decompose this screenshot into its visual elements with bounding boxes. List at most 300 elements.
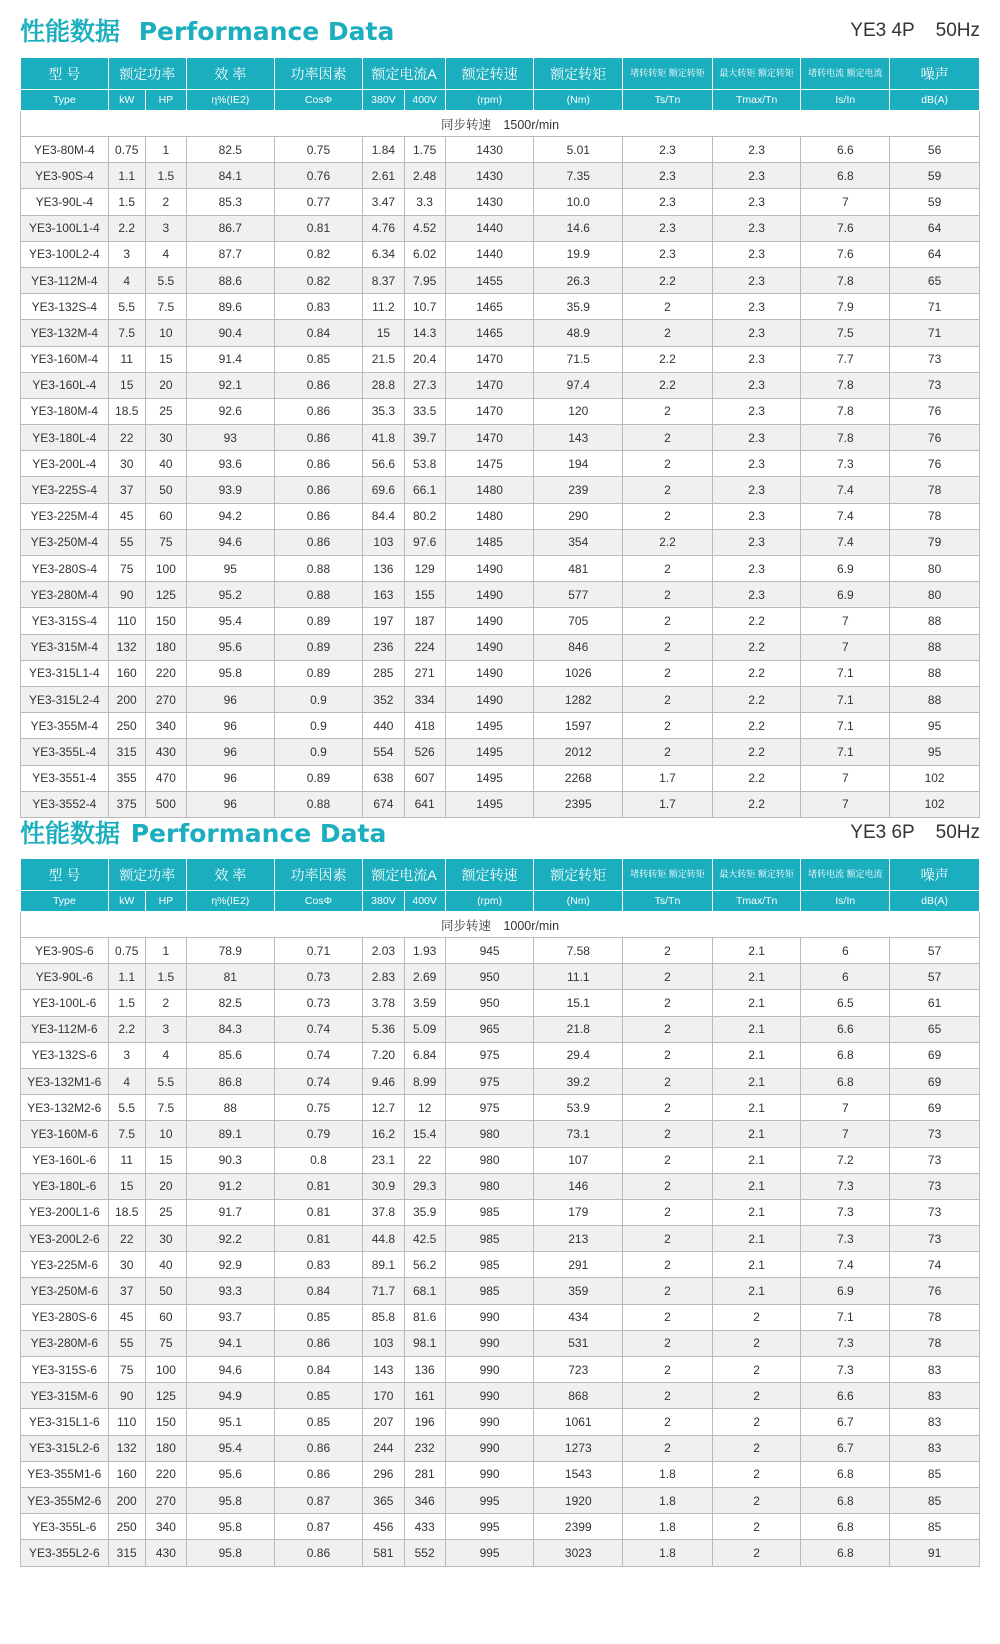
cell-power-factor: 0.81 <box>274 215 363 241</box>
cell-kw: 55 <box>108 1330 145 1356</box>
cell-is-in: 7 <box>801 1095 890 1121</box>
cell-hp: 3 <box>145 215 186 241</box>
cell-hp: 150 <box>145 608 186 634</box>
cell-current-380v: 103 <box>363 529 404 555</box>
header-noise-cn: 噪声 <box>890 58 980 90</box>
cell-ts-tn: 2 <box>623 1068 713 1094</box>
cell-efficiency: 82.5 <box>186 990 274 1016</box>
header-efficiency-cn: 效 率 <box>186 58 274 90</box>
cell-tmax-tn: 2.1 <box>712 1278 801 1304</box>
cell-is-in: 7.6 <box>801 215 890 241</box>
header-current-cn: 额定电流A <box>363 58 445 90</box>
cell-noise: 57 <box>890 938 980 964</box>
cell-noise: 79 <box>890 529 980 555</box>
cell-noise: 85 <box>890 1514 980 1540</box>
header-kw: kW <box>108 891 145 912</box>
cell-noise: 71 <box>890 294 980 320</box>
cell-kw: 18.5 <box>108 398 145 424</box>
cell-power-factor: 0.73 <box>274 964 363 990</box>
table-row <box>21 1095 980 1121</box>
cell-speed: 950 <box>445 990 534 1016</box>
cell-power-factor: 0.86 <box>274 1435 363 1461</box>
cell-noise: 80 <box>890 582 980 608</box>
cell-torque: 434 <box>534 1304 623 1330</box>
cell-efficiency: 94.6 <box>186 529 274 555</box>
cell-kw: 315 <box>108 739 145 765</box>
cell-ts-tn: 1.7 <box>623 791 713 817</box>
cell-kw: 15 <box>108 372 145 398</box>
cell-noise: 78 <box>890 1330 980 1356</box>
cell-efficiency: 92.6 <box>186 398 274 424</box>
cell-ts-tn: 2 <box>623 634 713 660</box>
cell-ts-tn: 1.7 <box>623 765 713 791</box>
cell-tmax-tn: 2.3 <box>712 529 801 555</box>
cell-torque: 1061 <box>534 1409 623 1435</box>
cell-noise: 69 <box>890 1068 980 1094</box>
cell-torque: 1273 <box>534 1435 623 1461</box>
cell-kw: 18.5 <box>108 1199 145 1225</box>
cell-current-380v: 7.20 <box>363 1042 404 1068</box>
cell-hp: 7.5 <box>145 1095 186 1121</box>
cell-tmax-tn: 2.3 <box>712 372 801 398</box>
cell-torque: 723 <box>534 1357 623 1383</box>
sync-speed: 同步转速 1500r/min <box>21 111 980 137</box>
cell-noise: 73 <box>890 1121 980 1147</box>
cell-speed: 1490 <box>445 660 534 686</box>
cell-type: YE3-3552-4 <box>21 791 109 817</box>
cell-noise: 83 <box>890 1409 980 1435</box>
cell-speed: 995 <box>445 1540 534 1566</box>
header-ts-tn: Ts/Tn <box>623 891 713 912</box>
cell-type: YE3-100L1-4 <box>21 215 109 241</box>
cell-current-380v: 12.7 <box>363 1095 404 1121</box>
table-row <box>21 990 980 1016</box>
cell-tmax-tn: 2.3 <box>712 137 801 163</box>
table-row <box>21 1147 980 1173</box>
cell-kw: 11 <box>108 1147 145 1173</box>
cell-efficiency: 86.7 <box>186 215 274 241</box>
cell-noise: 95 <box>890 739 980 765</box>
cell-is-in: 7.4 <box>801 477 890 503</box>
cell-is-in: 6.9 <box>801 582 890 608</box>
cell-is-in: 7.1 <box>801 739 890 765</box>
cell-speed: 1440 <box>445 241 534 267</box>
cell-ts-tn: 2 <box>623 1121 713 1147</box>
cell-speed: 1455 <box>445 267 534 293</box>
header-row-en <box>21 90 980 111</box>
cell-is-in: 7 <box>801 189 890 215</box>
cell-hp: 270 <box>145 686 186 712</box>
cell-power-factor: 0.89 <box>274 660 363 686</box>
cell-speed: 1480 <box>445 477 534 503</box>
cell-torque: 1597 <box>534 713 623 739</box>
cell-efficiency: 96 <box>186 739 274 765</box>
cell-noise: 102 <box>890 765 980 791</box>
section-2-series: YE3 6P <box>850 822 915 843</box>
cell-type: YE3-315L2-4 <box>21 686 109 712</box>
cell-ts-tn: 2 <box>623 686 713 712</box>
cell-tmax-tn: 2.3 <box>712 241 801 267</box>
table-row <box>21 1199 980 1225</box>
cell-hp: 30 <box>145 1226 186 1252</box>
cell-tmax-tn: 2.3 <box>712 425 801 451</box>
cell-torque: 10.0 <box>534 189 623 215</box>
cell-current-380v: 456 <box>363 1514 404 1540</box>
header-rpm: (rpm) <box>445 891 534 912</box>
section-1-title-cn: 性能数据 <box>20 17 121 46</box>
cell-efficiency: 91.4 <box>186 346 274 372</box>
cell-power-factor: 0.8 <box>274 1147 363 1173</box>
section-1-title-row <box>0 10 1000 50</box>
cell-current-400v: 1.75 <box>404 137 445 163</box>
cell-power-factor: 0.86 <box>274 425 363 451</box>
cell-tmax-tn: 2.2 <box>712 608 801 634</box>
cell-type: YE3-132M1-6 <box>21 1068 109 1094</box>
cell-speed: 985 <box>445 1226 534 1252</box>
cell-is-in: 7.3 <box>801 1173 890 1199</box>
header-power-cn: 额定功率 <box>108 859 186 891</box>
cell-torque: 2399 <box>534 1514 623 1540</box>
cell-current-400v: 2.69 <box>404 964 445 990</box>
cell-efficiency: 90.3 <box>186 1147 274 1173</box>
cell-noise: 64 <box>890 215 980 241</box>
cell-torque: 53.9 <box>534 1095 623 1121</box>
cell-kw: 110 <box>108 608 145 634</box>
cell-efficiency: 95.8 <box>186 660 274 686</box>
cell-current-400v: 14.3 <box>404 320 445 346</box>
section-1-title <box>20 12 394 48</box>
cell-current-380v: 44.8 <box>363 1226 404 1252</box>
cell-noise: 61 <box>890 990 980 1016</box>
cell-tmax-tn: 2.1 <box>712 1147 801 1173</box>
cell-torque: 213 <box>534 1226 623 1252</box>
cell-speed: 1490 <box>445 634 534 660</box>
cell-efficiency: 93.9 <box>186 477 274 503</box>
cell-noise: 76 <box>890 1278 980 1304</box>
cell-type: YE3-90L-6 <box>21 964 109 990</box>
cell-hp: 4 <box>145 241 186 267</box>
cell-efficiency: 95.8 <box>186 1540 274 1566</box>
cell-efficiency: 89.6 <box>186 294 274 320</box>
cell-noise: 57 <box>890 964 980 990</box>
table-row <box>21 294 980 320</box>
cell-power-factor: 0.84 <box>274 1357 363 1383</box>
cell-speed: 1490 <box>445 582 534 608</box>
cell-tmax-tn: 2 <box>712 1409 801 1435</box>
cell-power-factor: 0.86 <box>274 398 363 424</box>
cell-tmax-tn: 2.3 <box>712 582 801 608</box>
cell-efficiency: 84.1 <box>186 163 274 189</box>
cell-power-factor: 0.86 <box>274 1461 363 1487</box>
section-1-freq: 50Hz <box>935 20 980 41</box>
table-row <box>21 529 980 555</box>
cell-current-400v: 271 <box>404 660 445 686</box>
header-dba: dB(A) <box>890 891 980 912</box>
cell-current-400v: 10.7 <box>404 294 445 320</box>
table-row <box>21 1121 980 1147</box>
cell-hp: 2 <box>145 990 186 1016</box>
cell-speed: 985 <box>445 1252 534 1278</box>
cell-is-in: 7 <box>801 1121 890 1147</box>
cell-current-380v: 30.9 <box>363 1173 404 1199</box>
cell-torque: 531 <box>534 1330 623 1356</box>
cell-power-factor: 0.84 <box>274 320 363 346</box>
cell-power-factor: 0.9 <box>274 739 363 765</box>
cell-kw: 1.1 <box>108 964 145 990</box>
cell-power-factor: 0.89 <box>274 765 363 791</box>
cell-ts-tn: 2 <box>623 1278 713 1304</box>
cell-ts-tn: 2 <box>623 1252 713 1278</box>
cell-ts-tn: 2 <box>623 320 713 346</box>
cell-tmax-tn: 2.3 <box>712 189 801 215</box>
cell-tmax-tn: 2.3 <box>712 398 801 424</box>
cell-current-400v: 552 <box>404 1540 445 1566</box>
cell-current-380v: 554 <box>363 739 404 765</box>
cell-efficiency: 92.9 <box>186 1252 274 1278</box>
cell-current-380v: 2.03 <box>363 938 404 964</box>
cell-current-380v: 89.1 <box>363 1252 404 1278</box>
cell-efficiency: 92.1 <box>186 372 274 398</box>
cell-kw: 315 <box>108 1540 145 1566</box>
cell-hp: 1.5 <box>145 163 186 189</box>
cell-ts-tn: 2 <box>623 477 713 503</box>
cell-current-400v: 8.99 <box>404 1068 445 1094</box>
header-power-factor-cn: 功率因素 <box>274 859 363 891</box>
table-row <box>21 964 980 990</box>
cell-ts-tn: 2 <box>623 713 713 739</box>
cell-current-380v: 207 <box>363 1409 404 1435</box>
cell-tmax-tn: 2.1 <box>712 1016 801 1042</box>
cell-speed: 995 <box>445 1487 534 1513</box>
performance-table-6p <box>20 858 980 1567</box>
header-dba: dB(A) <box>890 90 980 111</box>
cell-efficiency: 89.1 <box>186 1121 274 1147</box>
cell-ts-tn: 2 <box>623 294 713 320</box>
cell-torque: 2012 <box>534 739 623 765</box>
table-row <box>21 346 980 372</box>
header-current-cn: 额定电流A <box>363 859 445 891</box>
header-tmax-tn: Tmax/Tn <box>712 891 801 912</box>
table-row <box>21 1068 980 1094</box>
cell-current-400v: 35.9 <box>404 1199 445 1225</box>
cell-hp: 75 <box>145 529 186 555</box>
cell-type: YE3-100L-6 <box>21 990 109 1016</box>
cell-efficiency: 84.3 <box>186 1016 274 1042</box>
cell-hp: 430 <box>145 1540 186 1566</box>
table-row <box>21 241 980 267</box>
header-locked-current-cn: 堵转电流 额定电流 <box>801 859 890 891</box>
cell-hp: 50 <box>145 477 186 503</box>
cell-current-380v: 236 <box>363 634 404 660</box>
cell-type: YE3-160M-6 <box>21 1121 109 1147</box>
cell-torque: 239 <box>534 477 623 503</box>
cell-current-380v: 3.78 <box>363 990 404 1016</box>
cell-is-in: 7.1 <box>801 1304 890 1330</box>
cell-is-in: 7.4 <box>801 503 890 529</box>
table-row <box>21 372 980 398</box>
cell-torque: 1026 <box>534 660 623 686</box>
cell-current-380v: 16.2 <box>363 1121 404 1147</box>
cell-torque: 26.3 <box>534 267 623 293</box>
cell-is-in: 6.7 <box>801 1435 890 1461</box>
cell-current-400v: 3.3 <box>404 189 445 215</box>
cell-tmax-tn: 2.3 <box>712 346 801 372</box>
cell-hp: 15 <box>145 1147 186 1173</box>
cell-speed: 990 <box>445 1304 534 1330</box>
cell-speed: 1430 <box>445 137 534 163</box>
cell-is-in: 6.8 <box>801 1487 890 1513</box>
header-type-en: Type <box>21 891 109 912</box>
cell-type: YE3-280S-4 <box>21 556 109 582</box>
cell-is-in: 6.8 <box>801 1514 890 1540</box>
table-row <box>21 686 980 712</box>
cell-is-in: 6.9 <box>801 1278 890 1304</box>
cell-hp: 3 <box>145 1016 186 1042</box>
cell-noise: 76 <box>890 451 980 477</box>
cell-hp: 125 <box>145 582 186 608</box>
cell-type: YE3-100L2-4 <box>21 241 109 267</box>
cell-is-in: 6.6 <box>801 1383 890 1409</box>
header-cos: CosΦ <box>274 90 363 111</box>
cell-hp: 20 <box>145 372 186 398</box>
cell-current-380v: 296 <box>363 1461 404 1487</box>
cell-hp: 220 <box>145 1461 186 1487</box>
cell-torque: 15.1 <box>534 990 623 1016</box>
cell-current-400v: 3.59 <box>404 990 445 1016</box>
cell-kw: 200 <box>108 1487 145 1513</box>
section-2-spec <box>834 822 980 844</box>
cell-current-380v: 37.8 <box>363 1199 404 1225</box>
table-row <box>21 215 980 241</box>
cell-tmax-tn: 2 <box>712 1383 801 1409</box>
cell-current-400v: 98.1 <box>404 1330 445 1356</box>
cell-type: YE3-315S-4 <box>21 608 109 634</box>
cell-kw: 250 <box>108 1514 145 1540</box>
table-row <box>21 1487 980 1513</box>
cell-ts-tn: 2 <box>623 1016 713 1042</box>
cell-current-380v: 163 <box>363 582 404 608</box>
cell-power-factor: 0.83 <box>274 1252 363 1278</box>
cell-is-in: 6.8 <box>801 1068 890 1094</box>
cell-efficiency: 96 <box>186 765 274 791</box>
cell-tmax-tn: 2 <box>712 1330 801 1356</box>
cell-torque: 705 <box>534 608 623 634</box>
cell-torque: 1282 <box>534 686 623 712</box>
cell-kw: 90 <box>108 582 145 608</box>
cell-torque: 107 <box>534 1147 623 1173</box>
cell-tmax-tn: 2.1 <box>712 1199 801 1225</box>
cell-is-in: 7.5 <box>801 320 890 346</box>
cell-speed: 1470 <box>445 372 534 398</box>
cell-current-400v: 187 <box>404 608 445 634</box>
cell-current-400v: 4.52 <box>404 215 445 241</box>
cell-current-380v: 170 <box>363 1383 404 1409</box>
cell-type: YE3-200L-4 <box>21 451 109 477</box>
cell-ts-tn: 2.2 <box>623 346 713 372</box>
cell-kw: 375 <box>108 791 145 817</box>
cell-speed: 980 <box>445 1121 534 1147</box>
header-noise-cn: 噪声 <box>890 859 980 891</box>
cell-tmax-tn: 2.1 <box>712 1095 801 1121</box>
cell-noise: 69 <box>890 1042 980 1068</box>
cell-efficiency: 94.9 <box>186 1383 274 1409</box>
cell-torque: 143 <box>534 425 623 451</box>
cell-efficiency: 95.8 <box>186 1487 274 1513</box>
table-row <box>21 660 980 686</box>
cell-current-400v: 607 <box>404 765 445 791</box>
cell-current-400v: 81.6 <box>404 1304 445 1330</box>
cell-efficiency: 87.7 <box>186 241 274 267</box>
cell-hp: 20 <box>145 1173 186 1199</box>
cell-current-380v: 581 <box>363 1540 404 1566</box>
cell-current-400v: 20.4 <box>404 346 445 372</box>
cell-power-factor: 0.86 <box>274 529 363 555</box>
cell-speed: 980 <box>445 1147 534 1173</box>
cell-type: YE3-80M-4 <box>21 137 109 163</box>
cell-kw: 90 <box>108 1383 145 1409</box>
cell-tmax-tn: 2.3 <box>712 215 801 241</box>
cell-type: YE3-90S-6 <box>21 938 109 964</box>
cell-speed: 965 <box>445 1016 534 1042</box>
section-1-spec <box>834 20 980 42</box>
cell-power-factor: 0.84 <box>274 1278 363 1304</box>
cell-type: YE3-3551-4 <box>21 765 109 791</box>
cell-kw: 355 <box>108 765 145 791</box>
cell-ts-tn: 2.2 <box>623 267 713 293</box>
cell-torque: 35.9 <box>534 294 623 320</box>
cell-ts-tn: 2 <box>623 398 713 424</box>
cell-type: YE3-180M-4 <box>21 398 109 424</box>
cell-speed: 1465 <box>445 320 534 346</box>
header-efficiency-cn: 效 率 <box>186 859 274 891</box>
cell-ts-tn: 2 <box>623 1383 713 1409</box>
cell-kw: 0.75 <box>108 137 145 163</box>
cell-hp: 60 <box>145 1304 186 1330</box>
cell-noise: 74 <box>890 1252 980 1278</box>
cell-torque: 29.4 <box>534 1042 623 1068</box>
cell-ts-tn: 2 <box>623 964 713 990</box>
cell-current-380v: 2.83 <box>363 964 404 990</box>
cell-ts-tn: 2 <box>623 1042 713 1068</box>
section-2-title-row <box>0 812 1000 852</box>
cell-current-400v: 27.3 <box>404 372 445 398</box>
cell-current-400v: 418 <box>404 713 445 739</box>
cell-kw: 7.5 <box>108 320 145 346</box>
cell-efficiency: 95.6 <box>186 634 274 660</box>
cell-ts-tn: 2 <box>623 1226 713 1252</box>
table-row <box>21 938 980 964</box>
cell-current-380v: 244 <box>363 1435 404 1461</box>
cell-current-380v: 8.37 <box>363 267 404 293</box>
cell-power-factor: 0.82 <box>274 267 363 293</box>
cell-speed: 1485 <box>445 529 534 555</box>
cell-power-factor: 0.87 <box>274 1487 363 1513</box>
header-row-cn <box>21 859 980 891</box>
cell-current-400v: 56.2 <box>404 1252 445 1278</box>
cell-is-in: 7.1 <box>801 660 890 686</box>
cell-ts-tn: 2.3 <box>623 215 713 241</box>
cell-current-380v: 2.61 <box>363 163 404 189</box>
cell-hp: 30 <box>145 425 186 451</box>
cell-power-factor: 0.71 <box>274 938 363 964</box>
cell-tmax-tn: 2 <box>712 1357 801 1383</box>
header-power-factor-cn: 功率因素 <box>274 58 363 90</box>
cell-current-380v: 285 <box>363 660 404 686</box>
cell-is-in: 7.8 <box>801 425 890 451</box>
header-nm: (Nm) <box>534 90 623 111</box>
cell-torque: 14.6 <box>534 215 623 241</box>
cell-power-factor: 0.88 <box>274 556 363 582</box>
